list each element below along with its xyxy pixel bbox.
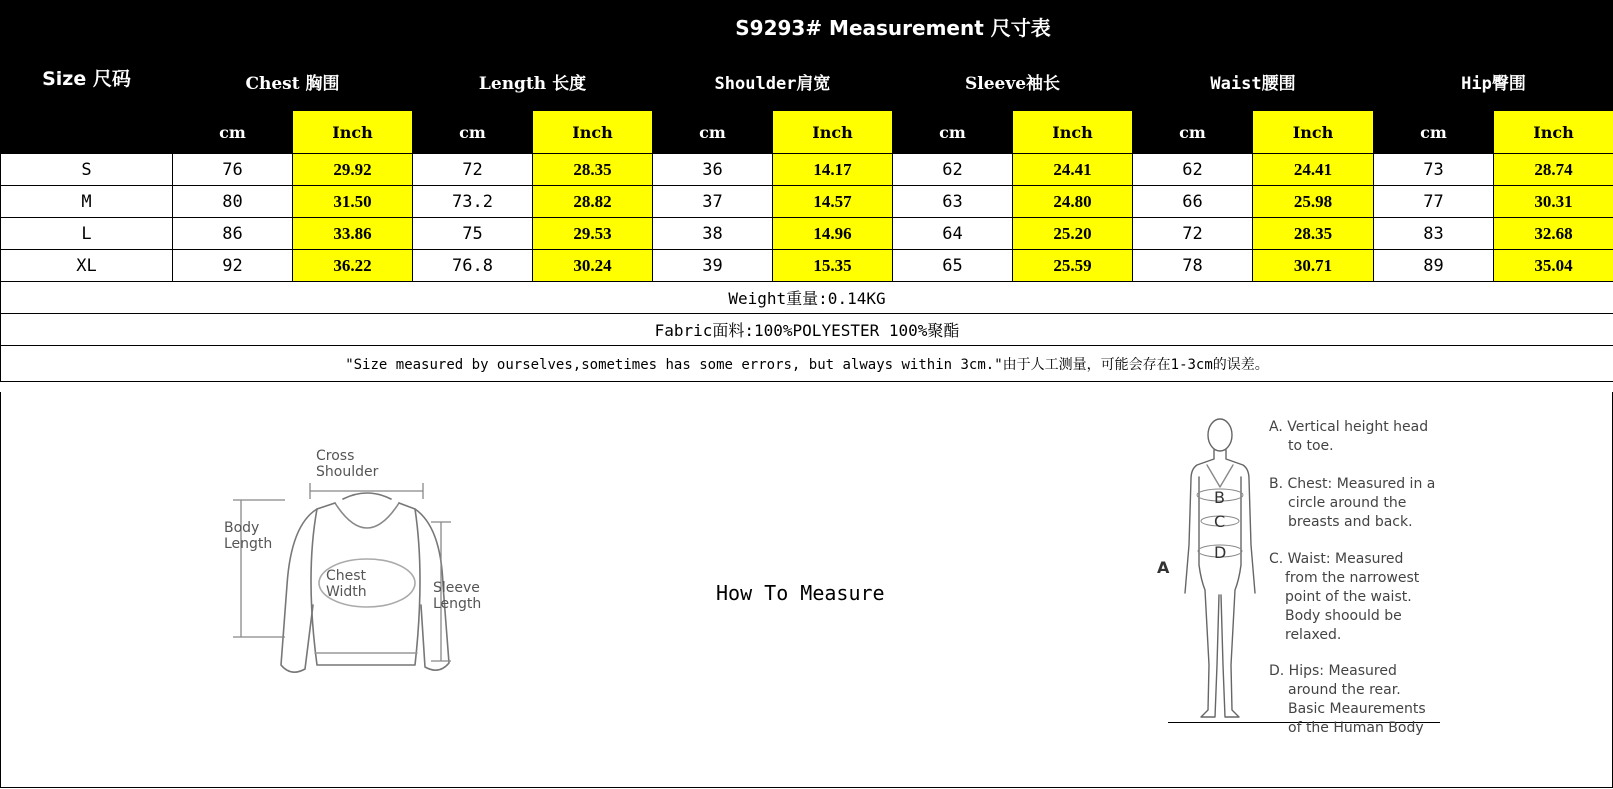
table-row — [1, 186, 1613, 218]
legend-a: A. Vertical height head to toe. — [1269, 419, 1429, 454]
group-sleeve: Sleeve袖长 — [893, 53, 1133, 111]
group-shoulder: Shoulder肩宽 — [653, 53, 893, 111]
sleeve-inch-cell: 25.20 — [1013, 218, 1133, 250]
table-row — [1, 218, 1613, 250]
shoulder-inch-cell: 15.35 — [773, 250, 893, 282]
letter-b: B — [1214, 488, 1225, 507]
legend-b: B. Chest: Measured in a circle around the breasts and back. — [1269, 476, 1436, 530]
legend-c: C. Waist: Measured from the narrowest point of the waist. Body shoould be relaxed. — [1269, 551, 1420, 643]
unit-cm: cm — [1374, 111, 1494, 154]
size-header: Size 尺码 — [1, 1, 173, 154]
length-cm-cell: 73.2 — [413, 186, 533, 218]
unit-cm: cm — [173, 111, 293, 154]
length-inch-cell: 30.24 — [533, 250, 653, 282]
size-cell: S — [1, 154, 173, 186]
shoulder-cm-cell: 39 — [653, 250, 773, 282]
shoulder-cm-cell: 36 — [653, 154, 773, 186]
letter-c: C — [1214, 512, 1226, 531]
table-row — [1, 154, 1613, 186]
sleeve-inch-cell: 25.59 — [1013, 250, 1133, 282]
shoulder-inch-cell: 14.96 — [773, 218, 893, 250]
legend-d: D. Hips: Measured around the rear. Basic Meaurements of the Human Body — [1269, 663, 1426, 736]
unit-cm: cm — [413, 111, 533, 154]
sleeve-cm-cell: 63 — [893, 186, 1013, 218]
chest-inch-cell: 31.50 — [293, 186, 413, 218]
sleeve-cm-cell: 64 — [893, 218, 1013, 250]
hip-inch-cell: 32.68 — [1494, 218, 1613, 250]
size-cell: M — [1, 186, 173, 218]
letter-d: D — [1214, 543, 1227, 562]
waist-inch-cell: 30.71 — [1253, 250, 1374, 282]
unit-inch: Inch — [1494, 111, 1613, 154]
size-cell: XL — [1, 250, 173, 282]
waist-inch-cell: 24.41 — [1253, 154, 1374, 186]
chest-cm-cell: 80 — [173, 186, 293, 218]
unit-cm: cm — [1133, 111, 1253, 154]
unit-cm: cm — [653, 111, 773, 154]
group-waist: Waist腰围 — [1133, 53, 1374, 111]
length-inch-cell: 29.53 — [533, 218, 653, 250]
unit-inch: Inch — [293, 111, 413, 154]
waist-inch-cell: 25.98 — [1253, 186, 1374, 218]
shoulder-cm-cell: 37 — [653, 186, 773, 218]
chest-width-label: Chest Width — [326, 568, 367, 600]
unit-cm: cm — [893, 111, 1013, 154]
length-inch-cell: 28.35 — [533, 154, 653, 186]
hip-cm-cell: 77 — [1374, 186, 1494, 218]
fabric-line: Fabric面料:100%POLYESTER 100%聚酯 — [1, 314, 1613, 346]
how-to-measure-text: How To Measure — [716, 581, 885, 605]
size-table — [0, 0, 1613, 382]
shoulder-cm-cell: 38 — [653, 218, 773, 250]
waist-cm-cell: 66 — [1133, 186, 1253, 218]
sleeve-cm-cell: 62 — [893, 154, 1013, 186]
waist-cm-cell: 78 — [1133, 250, 1253, 282]
table-row — [1, 250, 1613, 282]
length-cm-cell: 75 — [413, 218, 533, 250]
chart-title: S9293# Measurement 尺寸表 — [173, 1, 1613, 53]
size-cell: L — [1, 218, 173, 250]
letter-a: A — [1157, 558, 1170, 577]
hip-cm-cell: 89 — [1374, 250, 1494, 282]
shoulder-inch-cell: 14.17 — [773, 154, 893, 186]
body-diagram — [1175, 415, 1265, 750]
chest-inch-cell: 33.86 — [293, 218, 413, 250]
unit-inch: Inch — [1253, 111, 1374, 154]
chest-inch-cell: 36.22 — [293, 250, 413, 282]
sleeve-length-label: Sleeve Length — [433, 580, 482, 612]
group-length: Length 长度 — [413, 53, 653, 111]
shoulder-inch-cell: 14.57 — [773, 186, 893, 218]
waist-inch-cell: 28.35 — [1253, 218, 1374, 250]
unit-inch: Inch — [533, 111, 653, 154]
sleeve-cm-cell: 65 — [893, 250, 1013, 282]
group-chest: Chest 胸围 — [173, 53, 413, 111]
hip-inch-cell: 35.04 — [1494, 250, 1613, 282]
sleeve-inch-cell: 24.80 — [1013, 186, 1133, 218]
unit-inch: Inch — [1013, 111, 1133, 154]
hip-inch-cell: 30.31 — [1494, 186, 1613, 218]
waist-cm-cell: 72 — [1133, 218, 1253, 250]
unit-inch: Inch — [773, 111, 893, 154]
hip-cm-cell: 73 — [1374, 154, 1494, 186]
sleeve-inch-cell: 24.41 — [1013, 154, 1133, 186]
hip-inch-cell: 28.74 — [1494, 154, 1613, 186]
measurement-note: "Size measured by ourselves,sometimes has some errors, but always within 3cm."由于人工测量，可能会存在1-3cm的误差。 — [1, 346, 1613, 382]
group-hip: Hip臀围 — [1374, 53, 1613, 111]
chest-inch-cell: 29.92 — [293, 154, 413, 186]
length-cm-cell: 72 — [413, 154, 533, 186]
chest-cm-cell: 92 — [173, 250, 293, 282]
body-length-label: Body Length — [224, 520, 273, 552]
waist-cm-cell: 62 — [1133, 154, 1253, 186]
length-cm-cell: 76.8 — [413, 250, 533, 282]
cross-shoulder-label: Cross Shoulder — [316, 448, 379, 480]
chest-cm-cell: 76 — [173, 154, 293, 186]
chest-cm-cell: 86 — [173, 218, 293, 250]
hip-cm-cell: 83 — [1374, 218, 1494, 250]
weight-line: Weight重量:0.14KG — [1, 282, 1613, 314]
length-inch-cell: 28.82 — [533, 186, 653, 218]
